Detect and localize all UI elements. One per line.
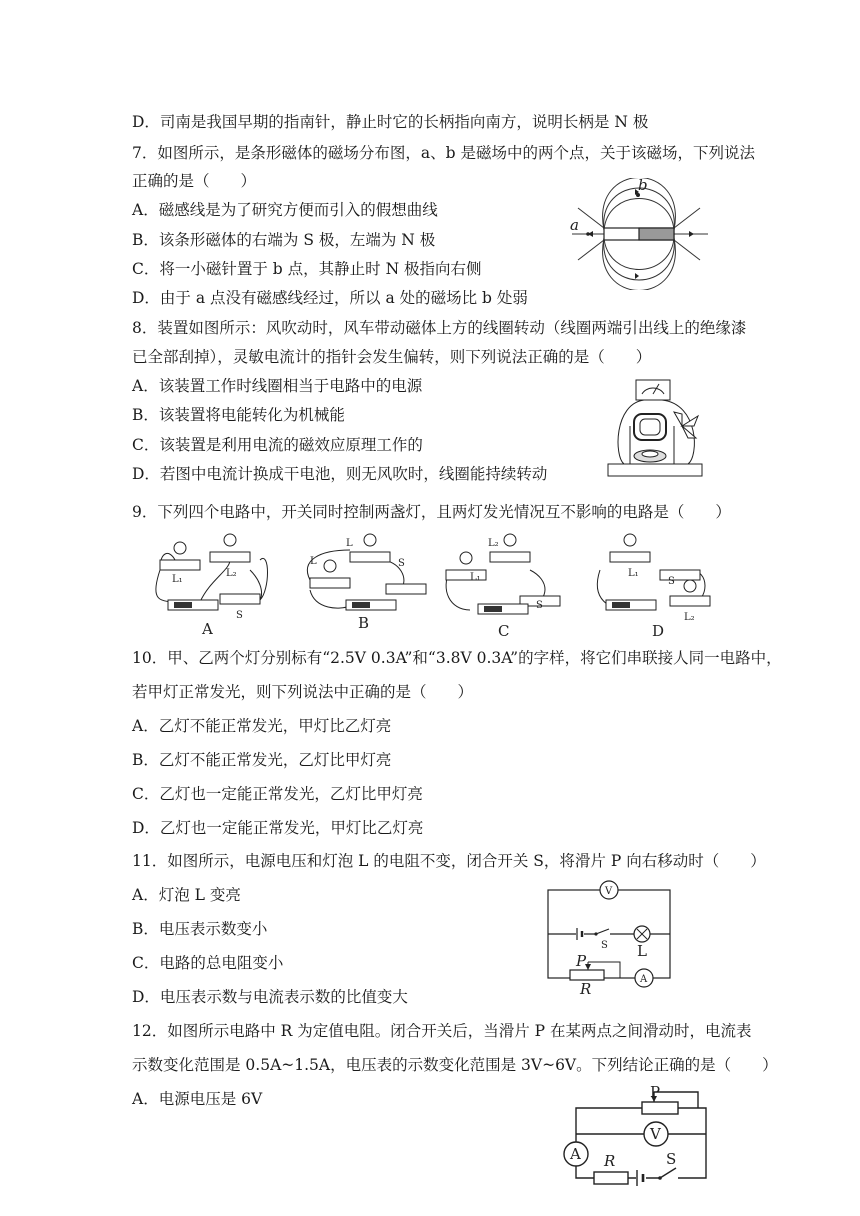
fig9-d-l1: L₁ [628, 568, 639, 579]
question-12-stem-cont: 示数变化范围是 0.5A~1.5A，电压表的示数变化范围是 3V~6V。下列结论正确的是（ ） [132, 1056, 778, 1074]
option-10b: B．乙灯不能正常发光，乙灯比甲灯亮 [132, 751, 392, 769]
figure-circuit-q11 [540, 876, 680, 996]
option-7a: A．磁感线是为了研究方便而引入的假想曲线 [132, 201, 438, 219]
option-11d: D．电压表示数与电流表示数的比值变大 [132, 988, 408, 1006]
question-10-stem: 10．甲、乙两个灯分别标有“2.5V 0.3A”和“3.8V 0.3A”的字样，将它们串联接人同一电路中， [132, 649, 782, 667]
fig11-slider-label: P [576, 952, 587, 970]
fig12-slider-label: P [650, 1083, 661, 1101]
question-8-stem: 8．装置如图所示：风吹动时，风车带动磁体上方的线圈转动（线圈两端引出线上的绝缘漆 [132, 319, 747, 337]
figure-circuit-q12 [556, 1082, 716, 1192]
question-11-stem: 11．如图所示，电源电压和灯泡 L 的电阻不变，闭合开关 S，将滑片 P 向右移动时（ ） [132, 852, 766, 870]
fig9-label-d: D [652, 622, 665, 640]
fig11-switch-label: S [601, 940, 608, 951]
fig9-a-l1: L₁ [172, 574, 183, 585]
fig9-c-s: S [536, 600, 543, 611]
question-7-stem: 7．如图所示，是条形磁体的磁场分布图，a、b 是磁场中的两个点，关于该磁场，下列说法 [132, 144, 755, 162]
fig12-voltmeter-label: V [650, 1125, 661, 1143]
fig12-resistor-label: R [604, 1152, 616, 1170]
fig9-a-s: S [236, 610, 243, 621]
option-8b: B．该装置将电能转化为机械能 [132, 406, 345, 424]
option-10c: C．乙灯也一定能正常发光，乙灯比甲灯亮 [132, 785, 423, 803]
option-11b: B．电压表示数变小 [132, 920, 268, 938]
option-8c: C．该装置是利用电流的磁效应原理工作的 [132, 436, 423, 454]
fig9-b-s: S [398, 558, 405, 569]
option-8a: A．该装置工作时线圈相当于电路中的电源 [132, 377, 423, 395]
figure-four-circuits [150, 530, 720, 640]
option-12a: A．电源电压是 6V [132, 1090, 263, 1108]
option-7d-prev: D．司南是我国早期的指南针，静止时它的长柄指向南方，说明长柄是 N 极 [132, 113, 649, 131]
option-10a: A．乙灯不能正常发光，甲灯比乙灯亮 [132, 717, 392, 735]
question-7-stem-cont: 正确的是（ ） [132, 172, 257, 190]
option-11c: C．电路的总电阻变小 [132, 954, 284, 972]
fig12-switch-label: S [666, 1150, 677, 1168]
figure-bar-magnet-field [568, 178, 710, 290]
option-8d: D．若图中电流计换成干电池，则无风吹时，线圈能持续转动 [132, 465, 548, 483]
fig9-d-s: S [668, 576, 675, 587]
fig11-ammeter-label: A [640, 974, 648, 985]
fig9-label-a: A [202, 620, 213, 638]
option-7b: B．该条形磁体的右端为 S 极，左端为 N 极 [132, 231, 436, 249]
fig9-a-l2: L₂ [226, 568, 237, 579]
fig11-voltmeter-label: V [605, 886, 613, 897]
fig9-b-l2: L [310, 556, 317, 567]
fig7-label-a: a [570, 216, 579, 234]
question-8-stem-cont: 已全部刮掉），灵敏电流计的指针会发生偏转，则下列说法正确的是（ ） [132, 348, 652, 366]
option-11a: A．灯泡 L 变亮 [132, 886, 241, 904]
figure-wind-generator [604, 376, 708, 480]
question-9-stem: 9．下列四个电路中，开关同时控制两盏灯，且两灯发光情况互不影响的电路是（ ） [132, 503, 731, 521]
option-7c: C．将一小磁针置于 b 点，其静止时 N 极指向右侧 [132, 260, 482, 278]
fig9-d-l2: L₂ [684, 612, 695, 623]
question-12-stem: 12．如图所示电路中 R 为定值电阻。闭合开关后，当滑片 P 在某两点之间滑动时，电流表 [132, 1022, 752, 1040]
fig9-label-c: C [498, 622, 510, 640]
fig11-rheostat-label: R [580, 980, 592, 996]
option-7d: D．由于 a 点没有磁感线经过，所以 a 处的磁场比 b 处弱 [132, 289, 528, 307]
fig7-label-b: b [638, 178, 648, 194]
fig11-lamp-label: L [637, 942, 647, 960]
option-10d: D．乙灯也一定能正常发光，甲灯比乙灯亮 [132, 819, 424, 837]
fig9-label-b: B [358, 614, 370, 632]
fig9-b-l: L [346, 538, 353, 549]
fig9-c-l2: L₂ [488, 538, 499, 549]
fig12-ammeter-label: A [570, 1145, 581, 1163]
fig9-c-l1: L₁ [470, 572, 481, 583]
question-10-stem-cont: 若甲灯正常发光，则下列说法中正确的是（ ） [132, 683, 474, 701]
